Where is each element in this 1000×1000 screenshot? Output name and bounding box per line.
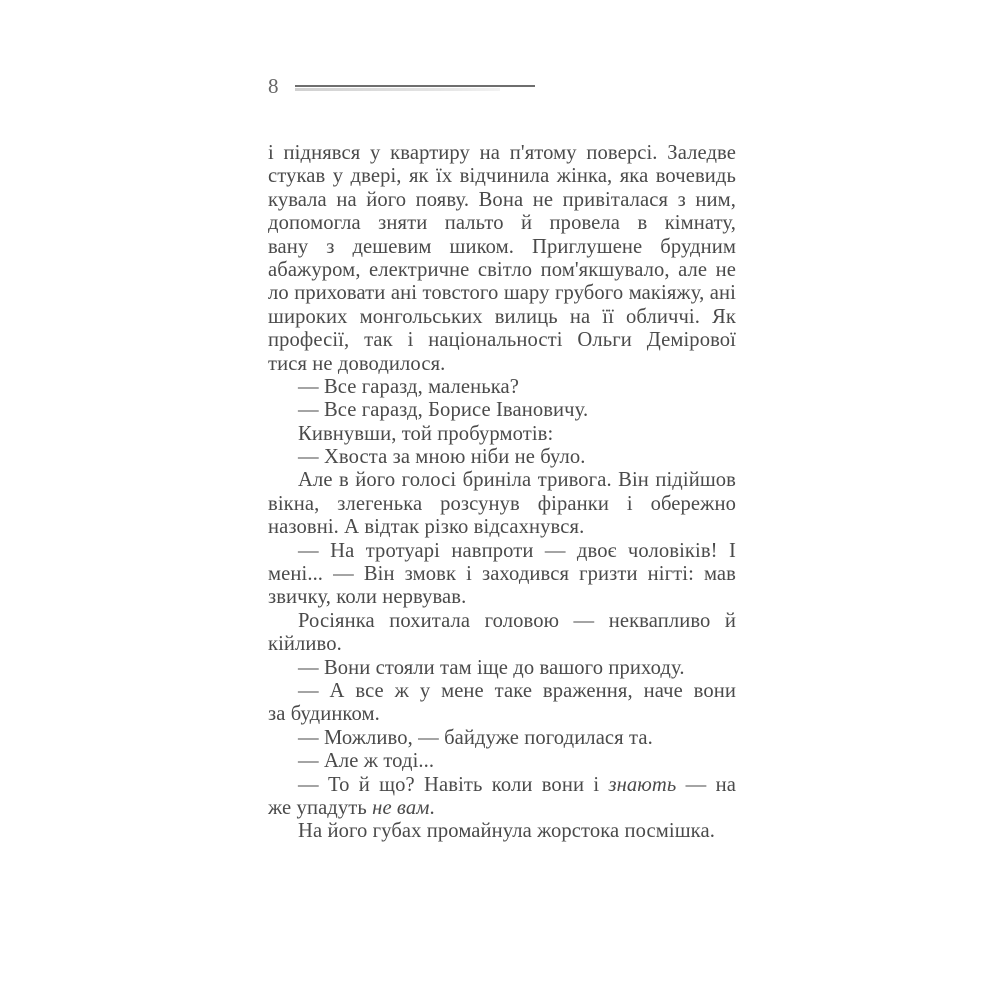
- text-line: і піднявся у квартиру на п'ятому поверсі. Заледве: [268, 142, 736, 164]
- text-line: — Можливо, — байдуже погодилася та.: [298, 726, 653, 749]
- emphasis-text: знають: [608, 773, 677, 796]
- text-line: [268, 774, 736, 797]
- text-line: — Але ж тоді...: [298, 750, 435, 773]
- text-run: — То й що? Навіть коли вони і: [298, 773, 609, 796]
- text-line: стукав у двері, як їх відчинила жінка, яка вочевидь: [268, 165, 736, 188]
- text-line: Але в його голосі бриніла тривога. Він підійшов: [298, 469, 736, 492]
- header-rule-shadow: [295, 88, 500, 91]
- text-line: звичку, коли нервував.: [268, 586, 467, 609]
- text-line: вану з дешевим шиком. Приглушене брудним: [268, 235, 736, 258]
- text-line: кійливо.: [268, 633, 342, 656]
- text-line: вікна, злегенька розсунув фіранки і обережно: [268, 492, 736, 515]
- text-line: — Хвоста за мною ніби не було.: [298, 446, 586, 469]
- text-line: — А все ж у мене таке враження, наче вони: [298, 679, 736, 702]
- text-line: кувала на його появу. Вона не привіталася з ним,: [268, 188, 736, 211]
- text-line: широких монгольських вилиць на її обличчі. Як: [268, 305, 736, 328]
- text-line: Кивнувши, той пробурмотів:: [298, 422, 554, 445]
- page-header: [268, 72, 548, 102]
- text-line: абажуром, електричне світло пом'якшувало, але не: [268, 258, 736, 281]
- body-text: [268, 142, 736, 844]
- text-run: .: [429, 796, 435, 819]
- text-line: допомогла зняти пальто й провела в кімнату,: [268, 212, 736, 235]
- text-line: [268, 797, 736, 820]
- text-line: мені... — Він змовк і заходився гризти нігті: мав: [268, 563, 736, 586]
- text-run: — на: [685, 773, 736, 796]
- text-line: — Вони стояли там іще до вашого приходу.: [298, 656, 685, 679]
- text-run: же упадуть: [268, 796, 373, 819]
- text-line: — Все гаразд, маленька?: [298, 375, 520, 398]
- text-line: професії, так і національності Ольги Демірової: [268, 329, 736, 352]
- page-number: 8: [268, 74, 279, 98]
- text-line: назовні. А відтак різко відсахнувся.: [268, 516, 585, 539]
- text-line: Росіянка похитала головою — неквапливо й: [298, 609, 736, 632]
- text-line: ло приховати ані товстого шару грубого макіяжу, ані: [268, 282, 736, 305]
- text-line: На його губах промайнула жорстока посмішка.: [298, 820, 715, 843]
- text-line: за будинком.: [268, 703, 380, 726]
- text-line: тися не доводилося.: [268, 352, 446, 375]
- text-line: — Все гаразд, Борисе Івановичу.: [298, 399, 589, 422]
- emphasis-text: не вам: [372, 796, 430, 819]
- text-lines: [268, 142, 736, 774]
- text-line: — На тротуарі навпроти — двоє чоловіків! І: [298, 539, 736, 562]
- header-rule: [295, 85, 535, 87]
